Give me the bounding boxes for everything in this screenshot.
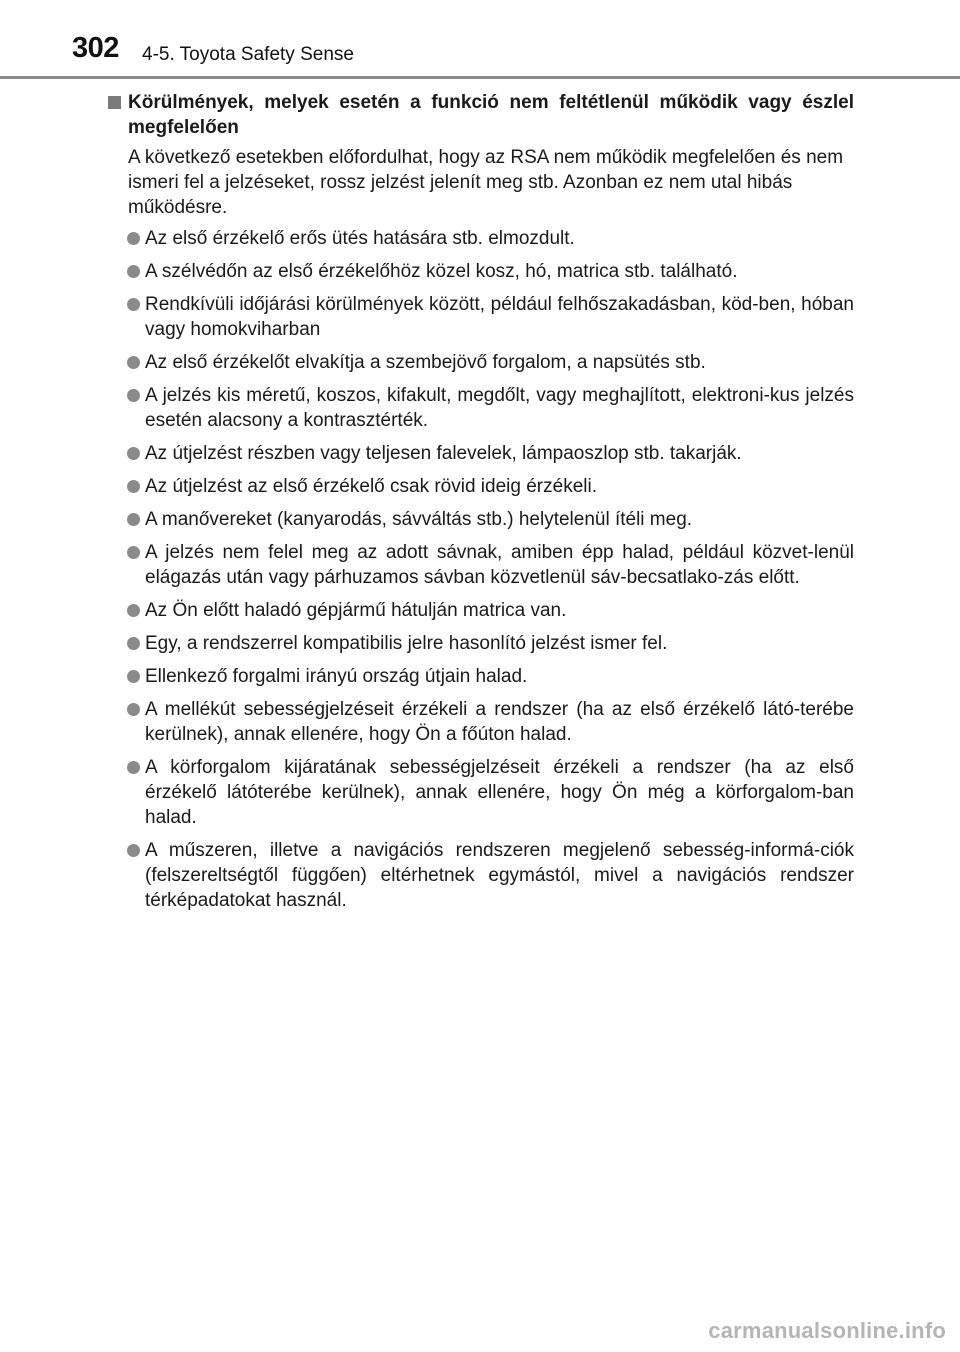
- bullet-dot-icon: [127, 637, 140, 650]
- list-item: [106, 755, 854, 830]
- list-item-text: A szélvédőn az első érzékelőhöz közel kosz, hó, matrica stb. található.: [145, 261, 738, 282]
- bullet-dot-icon: [127, 761, 140, 774]
- list-item-text: Az első érzékelőt elvakítja a szembejövő forgalom, a napsütés stb.: [145, 352, 706, 373]
- list-item: [106, 507, 854, 532]
- list-item: [106, 631, 854, 656]
- bullet-dot-icon: [127, 265, 140, 278]
- list-item: [106, 292, 854, 342]
- section-title: 4-5. Toyota Safety Sense: [142, 44, 354, 65]
- bullet-dot-icon: [127, 298, 140, 311]
- bullet-dot-icon: [127, 356, 140, 369]
- list-item-text: Az Ön előtt haladó gépjármű hátulján matrica van.: [145, 600, 567, 621]
- list-item: [106, 598, 854, 623]
- intro-paragraph: A következő esetekben előfordulhat, hogy az RSA nem működik megfelelően és nem ismeri fel a jelzéseket, rossz jelzést jelenít meg stb. Azonban ez nem utal hibás működésre.: [128, 147, 844, 218]
- list-item-text: A jelzés kis méretű, koszos, kifakult, megdőlt, vagy meghajlított, elektroni-kus jelzés esetén alacsony a kontrasztérték.: [145, 385, 854, 431]
- subheading-text: Körülmények, melyek esetén a funkció nem feltétlenül működik vagy észlel megfelelően: [128, 92, 854, 138]
- list-item: [106, 474, 854, 499]
- page-header: [0, 0, 960, 80]
- list-item: [106, 259, 854, 284]
- bullet-dot-icon: [127, 844, 140, 857]
- list-item-text: Egy, a rendszerrel kompatibilis jelre hasonlító jelzést ismer fel.: [145, 633, 668, 654]
- list-item: [106, 697, 854, 747]
- condition-list: [106, 226, 854, 913]
- square-bullet-icon: [108, 96, 121, 109]
- bullet-dot-icon: [127, 546, 140, 559]
- watermark: carmanualsonline.info: [708, 1318, 946, 1343]
- header-divider: [0, 76, 960, 79]
- list-item-text: Rendkívüli időjárási körülmények között, például felhőszakadásban, köd-ben, hóban vagy homokviharban: [145, 294, 854, 340]
- list-item-text: Az első érzékelő erős ütés hatására stb. elmozdult.: [145, 228, 575, 249]
- list-item: [106, 838, 854, 913]
- list-item-text: A jelzés nem felel meg az adott sávnak, amiben épp halad, például közvet-lenül elágazás után vagy párhuzamos sávban közvetlenül sáv-becsatlako-zás előtt.: [145, 542, 854, 588]
- main-content: [106, 90, 854, 921]
- bullet-dot-icon: [127, 670, 140, 683]
- bullet-dot-icon: [127, 480, 140, 493]
- list-item: [106, 540, 854, 590]
- list-item-text: A manővereket (kanyarodás, sávváltás stb.) helytelenül ítéli meg.: [145, 509, 693, 530]
- bullet-dot-icon: [127, 389, 140, 402]
- subheading: [106, 90, 854, 140]
- list-item: [106, 350, 854, 375]
- list-item: [106, 383, 854, 433]
- list-item-text: Az útjelzést az első érzékelő csak rövid ideig érzékeli.: [145, 476, 597, 497]
- bullet-dot-icon: [127, 604, 140, 617]
- list-item: [106, 226, 854, 251]
- bullet-dot-icon: [127, 447, 140, 460]
- page-number: 302: [72, 32, 119, 64]
- bullet-dot-icon: [127, 703, 140, 716]
- list-item-text: Ellenkező forgalmi irányú ország útjain halad.: [145, 666, 528, 687]
- list-item-text: Az útjelzést részben vagy teljesen falevelek, lámpaoszlop stb. takarják.: [145, 443, 742, 464]
- bullet-dot-icon: [127, 232, 140, 245]
- list-item: [106, 664, 854, 689]
- list-item-text: A mellékút sebességjelzéseit érzékeli a rendszer (ha az első érzékelő látó-terébe kerülnek), annak ellenére, hogy Ön a főúton halad.: [145, 699, 854, 745]
- list-item: [106, 441, 854, 466]
- list-item-text: A műszeren, illetve a navigációs rendszeren megjelenő sebesség-informá-ciók (felszereltségtől függően) eltérhetnek egymástól, mivel a navigációs rendszer térképadatokat használ.: [145, 840, 854, 911]
- list-item-text: A körforgalom kijáratának sebességjelzéseit érzékeli a rendszer (ha az első érzékelő látóterébe kerülnek), annak ellenére, hogy Ön még a körforgalom-ban halad.: [145, 757, 854, 828]
- bullet-dot-icon: [127, 513, 140, 526]
